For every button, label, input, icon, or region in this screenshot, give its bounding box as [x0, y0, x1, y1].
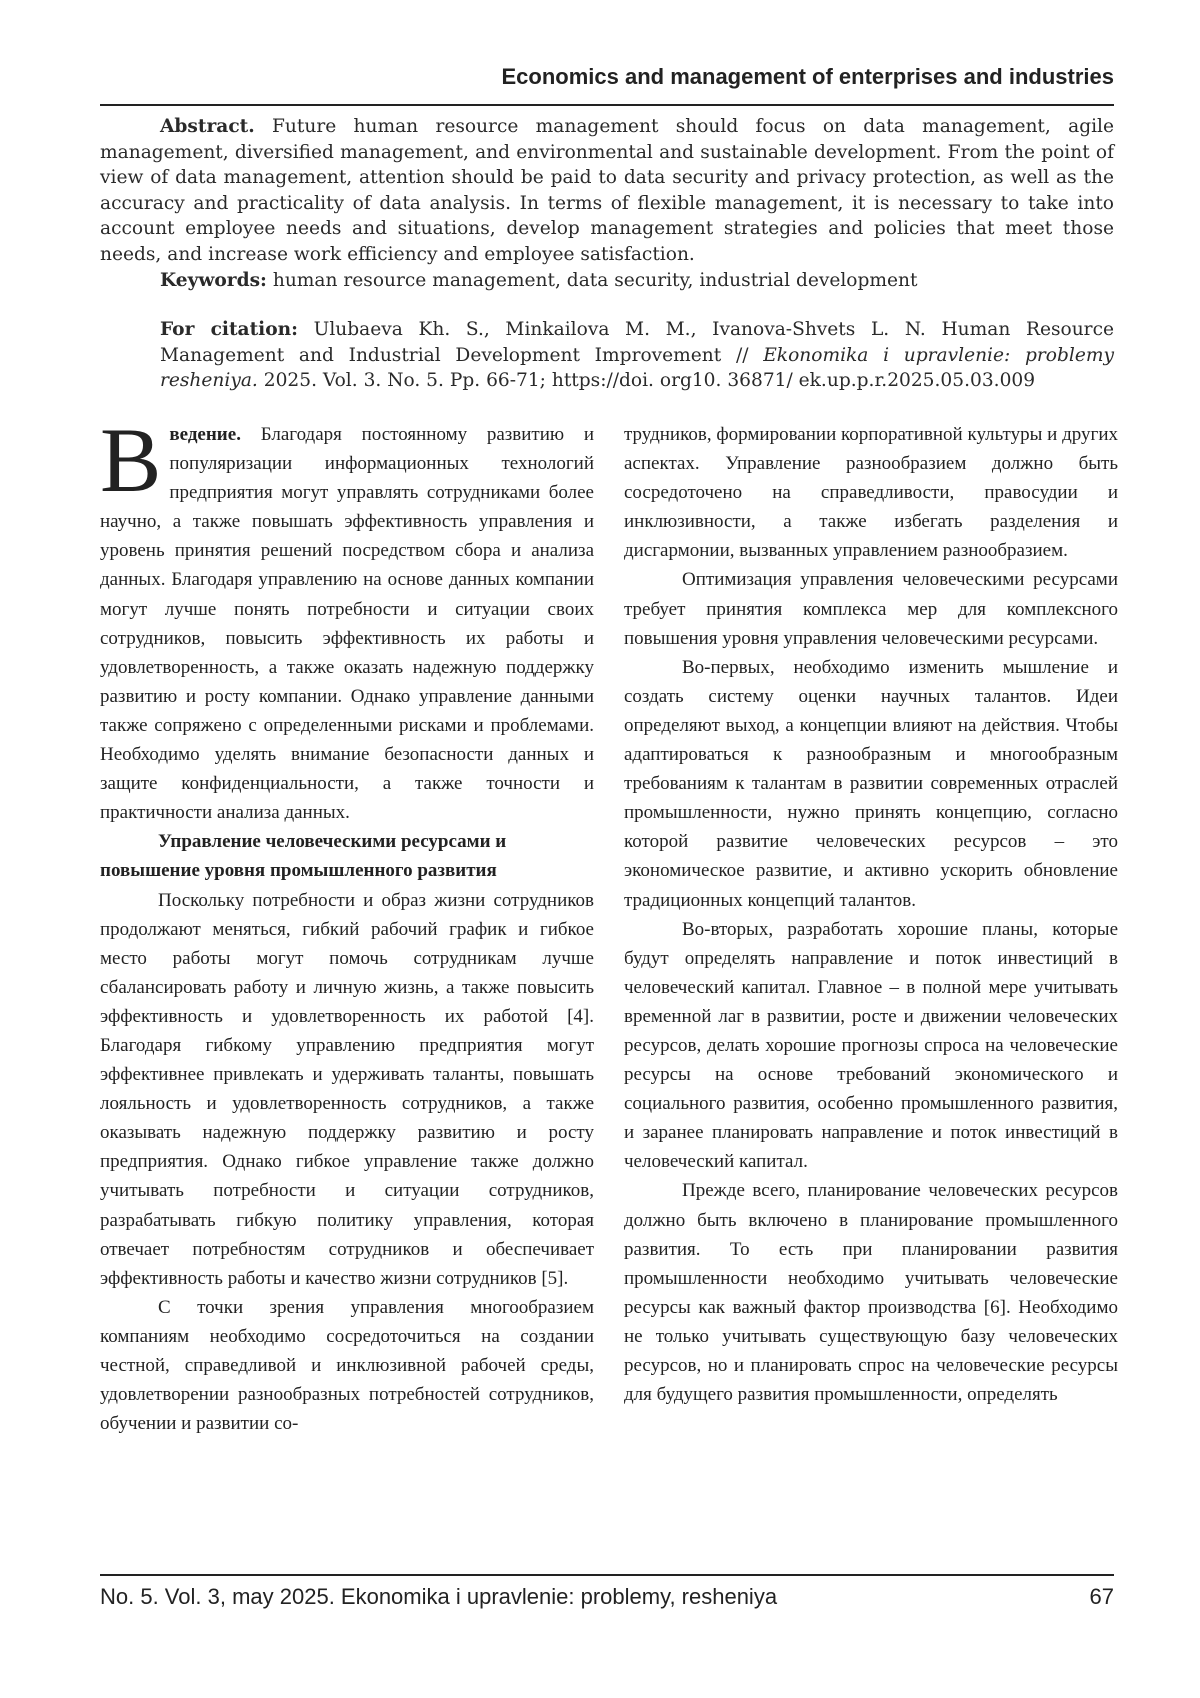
- abstract-text: Future human resource management should focus on data management, agile management, diversified management, and environmental and sustainable development. From the point of view of data management, attention should be paid to data security and privacy protection, as well as the accuracy and practicality of data analysis. In terms of flexible management, it is necessary to take into account employee needs and situations, develop management strategies and policies that meet those needs, and increase work efficiency and employee satisfaction.: [100, 116, 1114, 265]
- keywords-text: human resource management, data security, industrial development: [266, 269, 918, 291]
- citation-authors-title: Ulubaeva Kh. S., Minkailova M. M., Ivanova-Shvets L. N. Human Resource Management and Industrial Development Improvement //: [160, 319, 1114, 366]
- body-paragraph: трудников, формировании корпоративной культуры и других аспектах. Управление разнообразием должно быть сосредоточено на справедливости, правосудии и инклюзивности, а также избегать разделения и дисгармонии, вызванных управлением разнообразием.: [624, 424, 1118, 562]
- drop-cap: В: [100, 409, 162, 511]
- abstract-label: Abstract.: [160, 116, 255, 137]
- body-paragraph: Во-вторых, разработать хорошие планы, которые будут определять направление и поток инвестиций в человеческий капитал. Главное – в полной мере учитывать временной лаг в развитии, росте и движении человеческих ресурсов, делать хорошие прогнозы спроса на человеческие ресурсы на основе требований экономического и социального развития, особенно промышленного развития, и заранее планировать направление и поток инвестиций в человеческий капитал.: [624, 918, 1118, 1173]
- abstract-block: [100, 114, 1114, 394]
- right-column: [624, 420, 1118, 1409]
- citation-details: 2025. Vol. 3. No. 5. Pp. 66-71; https://doi. org10. 36871/ ek.up.p.r.2025.05.03.009: [257, 370, 1036, 392]
- body-paragraph: Оптимизация управления человеческими ресурсами требует принятия комплекса мер для комплексного повышения уровня управления человеческими ресурсами.: [624, 569, 1118, 649]
- keywords-paragraph: [100, 268, 1114, 294]
- section-heading: Управление человеческими ресурсами и повышение уровня промышленного развития: [100, 831, 507, 882]
- keywords-label: Keywords:: [160, 269, 267, 291]
- body-paragraph: С точки зрения управления многообразием компаниям необходимо сосредоточиться на создании честной, справедливой и инклюзивной рабочей среды, удовлетворении разнообразных потребностей сотрудников, обучении и развитии со-: [100, 1296, 594, 1435]
- body-paragraph: Во-первых, необходимо изменить мышление и создать систему оценки научных талантов. Идеи определяют выход, а концепции влияют на действия. Чтобы адаптироваться к разнообразным и многообразным требованиям к талантам в развитии современных отраслей промышленности, нужно принять концепцию, согласно которой развитие человеческих ресурсов – это экономическое развитие, и активно ускорить обновление традиционных концепций талантов.: [624, 656, 1118, 911]
- footer-rule: [100, 1574, 1114, 1576]
- body-paragraph: Прежде всего, планирование человеческих ресурсов должно быть включено в планирование промышленного развития. То есть при планировании развития промышленности необходимо учитывать человеческие ресурсы как важный фактор производства [6]. Необходимо не только учитывать существующую базу человеческих ресурсов, но и планировать спрос на человеческие ресурсы для будущего развития промышленности, определять: [624, 1180, 1118, 1406]
- left-column: [100, 409, 594, 1438]
- body-paragraph: Поскольку потребности и образ жизни сотрудников продолжают меняться, гибкий рабочий график и гибкое место работы могут помочь сотрудникам лучше сбалансировать работу и личную жизнь, а также повысить эффективность и удовлетворенность их работой [4]. Благодаря гибкому управлению предприятия могут эффективнее привлекать и удерживать таланты, повышать лояльность и удовлетворенность сотрудников, а также оказывать надежную поддержку развитию и росту предприятия. Однако гибкое управление также должно учитывать потребности и ситуации сотрудников, разрабатывать гибкую политику управления, которая отвечает потребностям сотрудников и обеспечивает эффективность работы и качество жизни сотрудников [5].: [100, 889, 594, 1289]
- intro-label: ведение.: [169, 424, 241, 445]
- intro-paragraph: [100, 409, 594, 827]
- header-rule: [100, 104, 1114, 106]
- intro-text: Благодаря постоянному развитию и популяризации информационных технологий предприятия могут управлять сотрудниками более научно, а также повышать эффективность управления и уровень принятия решений посредством сбора и анализа данных. Благодаря управлению на основе данных компании могут лучше понять потребности и ситуации своих сотрудников, повысить эффективность их работы и удовлетворенность, а также оказать надежную поддержку развитию и росту компании. Однако управление данными также сопряжено с определенными рисками и проблемами. Необходимо уделять внимание безопасности данных и защите конфиденциальности, а также точности и практичности анализа данных.: [100, 424, 594, 824]
- citation-journal: Ekonomika i upravlenie: problemy resheniya.: [160, 344, 1114, 392]
- citation-paragraph: [100, 317, 1114, 394]
- footer-journal-line: No. 5. Vol. 3, may 2025. Ekonomika i upravlenie: problemy, resheniya: [100, 1584, 778, 1609]
- citation-label: For citation:: [160, 319, 299, 341]
- abstract-paragraph: [100, 114, 1114, 268]
- page-number: 67: [1089, 1584, 1114, 1609]
- running-title: Economics and management of enterprises and industries: [501, 64, 1114, 89]
